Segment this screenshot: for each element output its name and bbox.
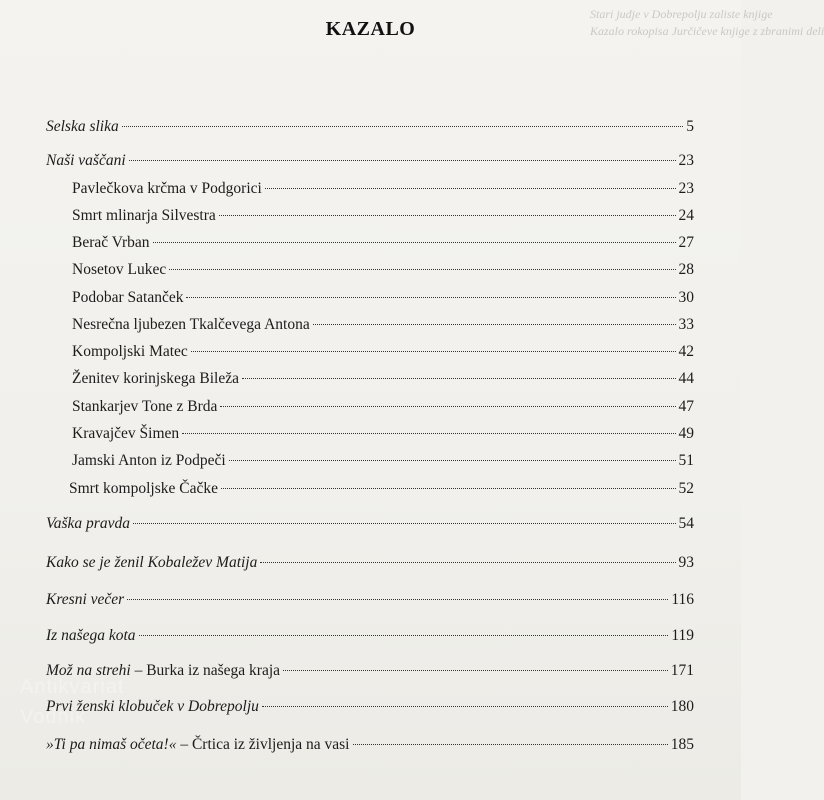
toc-subentry	[72, 397, 694, 417]
dot-leader	[139, 635, 669, 636]
dot-leader	[260, 562, 675, 563]
toc-entry-page: 27	[678, 234, 694, 251]
toc-entry-title: Nesrečna ljubezen Tkalčevega Antona	[72, 316, 310, 333]
toc-entry-page: 52	[678, 480, 694, 497]
toc-entry-title-italic: »Ti pa nimaš očeta!«	[46, 736, 177, 753]
dot-leader	[313, 324, 676, 325]
toc-subentry	[72, 179, 694, 199]
dot-leader	[153, 242, 676, 243]
toc-entry-page: 30	[678, 289, 694, 306]
toc-entry-page: 116	[671, 591, 694, 608]
toc-entry	[46, 117, 694, 137]
toc-entry-title: Smrt mlinarja Silvestra	[72, 207, 216, 224]
toc-entry	[46, 626, 694, 646]
toc-subentry	[72, 260, 694, 280]
toc-subentry	[72, 233, 694, 253]
toc-subentry	[72, 451, 694, 471]
toc-subentry	[72, 206, 694, 226]
toc-entry-title: Ženitev korinjskega Bileža	[72, 370, 239, 387]
dot-leader	[182, 433, 675, 434]
toc-subentry	[72, 342, 694, 362]
toc-entry-title: Selska slika	[46, 118, 119, 135]
watermark-line: Antikvariat	[20, 676, 125, 698]
toc-entry-page: 23	[678, 152, 694, 169]
toc-subentry	[72, 424, 694, 444]
dot-leader	[353, 744, 668, 745]
toc-entry-title: Stankarjev Tone z Brda	[72, 398, 218, 415]
toc-entry-page: 180	[670, 698, 694, 715]
dot-leader	[265, 188, 676, 189]
toc-entry-title: Berač Vrban	[72, 234, 150, 251]
toc-entry-page: 24	[678, 207, 694, 224]
toc-entry-title: Naši vaščani	[46, 152, 126, 169]
toc-entry-title: Iz našega kota	[46, 627, 136, 644]
toc-entry-title: Vaška pravda	[46, 515, 130, 532]
toc-entry	[46, 590, 694, 610]
toc-entry-title: Kresni večer	[46, 591, 125, 608]
dot-leader	[127, 599, 668, 600]
toc-entry-page: 185	[670, 736, 694, 753]
toc-subentry	[72, 369, 694, 389]
dot-leader	[220, 406, 675, 407]
toc-entry-title: Kompoljski Matec	[72, 343, 188, 360]
toc-entry-title: Pavlečkova krčma v Podgorici	[72, 180, 262, 197]
toc-entry-page: 5	[686, 118, 694, 135]
toc-entry-title: Prvi ženski klobuček v Dobrepolju	[46, 698, 259, 715]
toc-entry-title: Kako se je ženil Kobaležev Matija	[46, 554, 258, 571]
toc-entry-subtitle: – Burka iz našega kraja	[130, 662, 281, 679]
toc-entry-title: Podobar Satanček	[72, 289, 184, 306]
toc-entry-page: 42	[678, 343, 694, 360]
dot-leader	[221, 488, 676, 489]
page-title: KAZALO	[325, 18, 416, 40]
bleed-through-line: Stari judje v Dobrepolju zaliste knjige	[590, 7, 773, 21]
toc-entry-title: Smrt kompoljske Čačke	[69, 480, 218, 497]
toc-entry-page: 171	[670, 662, 694, 679]
watermark-line: Vodnik	[20, 706, 87, 728]
toc-entry-title-italic: Mož na strehi	[46, 662, 131, 679]
toc-entry-page: 44	[678, 370, 694, 387]
dot-leader	[191, 351, 676, 352]
toc-entry-page: 47	[678, 398, 694, 415]
toc-entry-page: 119	[671, 627, 694, 644]
toc-entry-page: 93	[678, 554, 694, 571]
toc-entry-page: 28	[678, 261, 694, 278]
dot-leader	[219, 215, 676, 216]
dot-leader	[129, 160, 676, 161]
toc-entry	[46, 697, 694, 717]
toc-entry-page: 51	[678, 452, 694, 469]
toc-entry	[46, 151, 694, 171]
toc-entry	[46, 514, 694, 534]
toc-subentry	[72, 288, 694, 308]
toc-entry-title	[46, 735, 350, 755]
toc-entry	[46, 661, 694, 681]
dot-leader	[133, 523, 676, 524]
toc-subentry	[72, 315, 694, 335]
dot-leader	[283, 670, 668, 671]
dot-leader	[122, 126, 684, 127]
toc-entry-page: 49	[678, 425, 694, 442]
dot-leader	[186, 297, 675, 298]
dot-leader	[169, 269, 675, 270]
toc-entry-page: 54	[678, 515, 694, 532]
dot-leader	[229, 460, 676, 461]
toc-subentry	[69, 479, 694, 499]
toc-entry-title: Nosetov Lukec	[72, 261, 167, 278]
toc-entry-title: Kravajčev Šimen	[72, 425, 180, 442]
dot-leader	[242, 378, 676, 379]
toc-entry-title: Jamski Anton iz Podpeči	[72, 452, 226, 469]
toc-entry	[46, 735, 694, 755]
bleed-through-line: Kazalo rokopisa Jurčičeve knjige z zbranimi deli	[590, 24, 824, 38]
toc-entry-page: 23	[678, 180, 694, 197]
watermark	[20, 672, 124, 732]
toc-entry	[46, 553, 694, 573]
dot-leader	[262, 706, 668, 707]
toc-entry-page: 33	[678, 316, 694, 333]
toc-entry-subtitle: – Črtica iz življenja na vasi	[176, 736, 350, 753]
